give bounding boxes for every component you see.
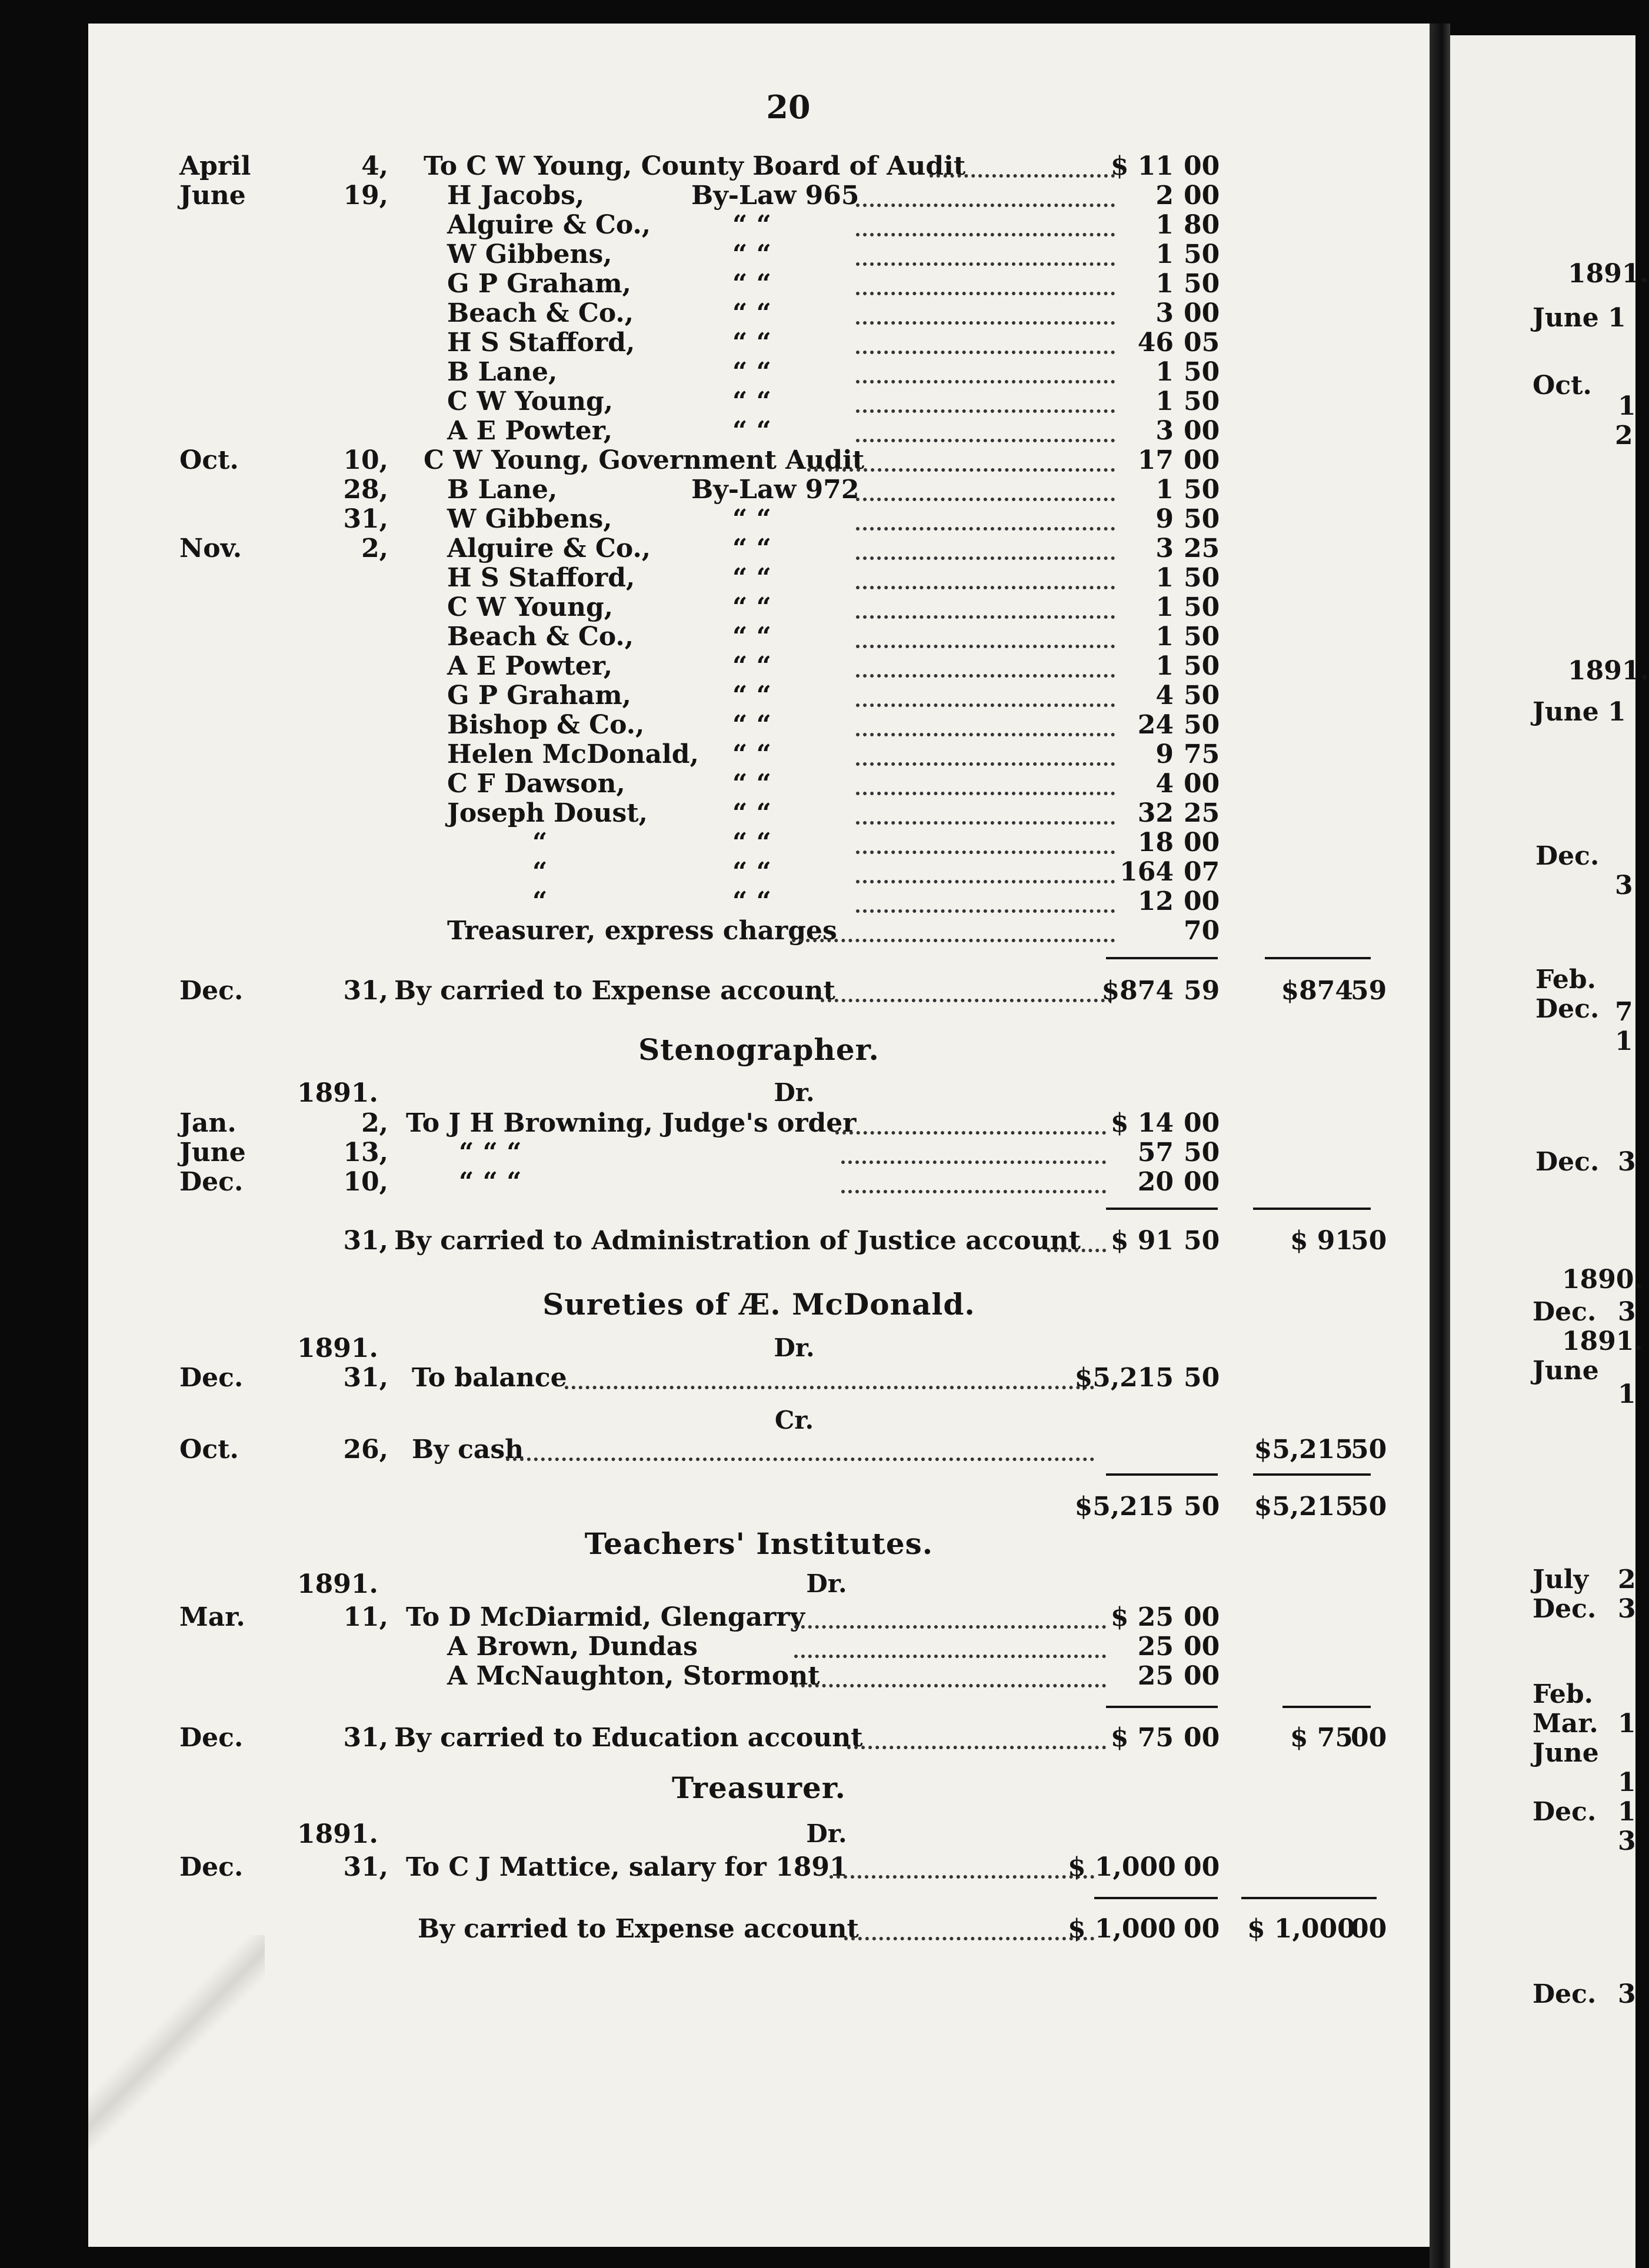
entry-day: 2, bbox=[361, 1108, 388, 1138]
amount-cents: 50 bbox=[1184, 269, 1220, 299]
entry-description: Helen McDonald, bbox=[447, 739, 699, 769]
balance-dollars: $ 1,000 bbox=[1247, 1914, 1355, 1944]
treasurer-dr: Dr. bbox=[806, 1819, 847, 1848]
sureties-cr: Cr. bbox=[774, 1406, 814, 1435]
adjacent-page-fragment-text: 2 bbox=[1615, 421, 1633, 451]
entry-description: W Gibbens, bbox=[447, 239, 612, 269]
entry-reference: By-Law 965 bbox=[691, 181, 860, 211]
ledger-row bbox=[0, 563, 1635, 593]
amount-dollars: 17 bbox=[1137, 445, 1174, 475]
entry-description: “ bbox=[532, 828, 548, 858]
page-number: 20 bbox=[766, 88, 811, 126]
entry-description: C F Dawson, bbox=[447, 769, 625, 799]
amount-cents: 00 bbox=[1184, 1632, 1220, 1662]
ledger-row bbox=[0, 181, 1635, 211]
adjacent-page-fragment-text: June bbox=[1533, 1356, 1599, 1386]
amount-dollars: 12 bbox=[1137, 886, 1174, 916]
entry-month: Dec. bbox=[179, 1723, 244, 1753]
adjacent-page-fragment-text: 1 bbox=[1615, 1026, 1633, 1056]
adjacent-page-fragment-text: Dec. bbox=[1533, 1979, 1597, 2009]
total-rule bbox=[1106, 1473, 1218, 1476]
entry-day: 13, bbox=[343, 1138, 388, 1168]
entry-day: 2, bbox=[361, 533, 388, 563]
adjacent-page-fragment-text: 2 bbox=[1618, 1565, 1636, 1595]
ledger-row bbox=[0, 887, 1635, 916]
entry-description: C W Young, Government Audit bbox=[424, 445, 865, 475]
balance-dollars: $ 91 bbox=[1290, 1226, 1353, 1256]
entry-description: Bishop & Co., bbox=[447, 710, 645, 740]
entry-month: Jan. bbox=[179, 1108, 236, 1138]
entry-description: A E Powter, bbox=[447, 416, 613, 446]
entry-description: To C J Mattice, salary for 1891 bbox=[406, 1852, 848, 1882]
ledger-row bbox=[0, 1109, 1635, 1138]
entry-description: W Gibbens, bbox=[447, 504, 612, 534]
entry-description: C W Young, bbox=[447, 386, 614, 416]
ledger-row bbox=[0, 299, 1635, 328]
amount-dollars: 1 bbox=[1155, 651, 1174, 681]
total-cents: 50 bbox=[1184, 1226, 1220, 1256]
dot-leader bbox=[794, 1620, 1106, 1629]
entry-description: To balance bbox=[412, 1363, 567, 1393]
amount-dollars: 164 bbox=[1120, 857, 1174, 887]
amount-dollars: 18 bbox=[1137, 828, 1174, 858]
entry-reference: “ “ bbox=[732, 828, 771, 858]
dot-leader bbox=[506, 1453, 1094, 1461]
entry-day: 31, bbox=[343, 504, 388, 534]
teachers-heading: Teachers' Institutes. bbox=[584, 1526, 934, 1561]
adjacent-page-fragment-text: Dec. bbox=[1533, 1594, 1597, 1624]
amount-dollars: $ 11 bbox=[1110, 151, 1174, 181]
adjacent-page-fragment-text: 1890. bbox=[1562, 1265, 1643, 1295]
amount-cents: 25 bbox=[1184, 533, 1220, 563]
entry-reference: “ “ bbox=[732, 210, 771, 240]
entry-day: 19, bbox=[343, 181, 388, 211]
entry-description: Alguire & Co., bbox=[447, 210, 651, 240]
entry-description: Beach & Co., bbox=[447, 298, 634, 328]
ledger-row bbox=[0, 1168, 1635, 1197]
adjacent-page-fragment-text: Oct. bbox=[1533, 371, 1592, 401]
adjacent-page-fragment-text: June 1 bbox=[1533, 697, 1626, 727]
ledger-row bbox=[0, 1723, 1635, 1753]
entry-month: Dec. bbox=[179, 1167, 244, 1197]
entry-month: June bbox=[179, 181, 246, 211]
entry-description: By carried to Administration of Justice account bbox=[394, 1226, 1081, 1256]
entry-description: Treasurer, express charges bbox=[447, 916, 837, 946]
entry-reference: “ “ bbox=[732, 239, 771, 269]
ledger-row bbox=[0, 1138, 1635, 1168]
amount-cents: 50 bbox=[1184, 1138, 1220, 1168]
balance-cents: 00 bbox=[1351, 1723, 1387, 1753]
entry-day: 11, bbox=[343, 1602, 388, 1632]
entry-description: To C W Young, County Board of Audit bbox=[424, 151, 966, 181]
sureties-year: 1891. bbox=[297, 1333, 378, 1363]
adjacent-page-fragment-text: Mar. bbox=[1533, 1709, 1598, 1739]
adjacent-page-fragment-text: 1891. bbox=[1568, 259, 1649, 289]
amount-cents: 25 bbox=[1184, 798, 1220, 828]
amount-dollars: 9 bbox=[1155, 504, 1174, 534]
entry-description: By cash bbox=[412, 1435, 524, 1465]
entry-description: To D McDiarmid, Glengarry bbox=[406, 1602, 805, 1632]
total-rule bbox=[1106, 957, 1218, 959]
entry-description: To J H Browning, Judge's order bbox=[406, 1108, 857, 1138]
total-rule bbox=[1265, 957, 1371, 959]
entry-reference: “ “ bbox=[732, 416, 771, 446]
adjacent-page-fragment-text: 1891. bbox=[1568, 656, 1649, 686]
balance-cents: 50 bbox=[1351, 1492, 1387, 1522]
stenographer-dr: Dr. bbox=[774, 1078, 815, 1107]
amount-cents: 50 bbox=[1184, 563, 1220, 593]
total-dollars: $874 bbox=[1101, 976, 1174, 1006]
total-rule bbox=[1282, 1706, 1371, 1708]
entry-reference: “ “ bbox=[732, 739, 771, 769]
amount-cents: 50 bbox=[1184, 239, 1220, 269]
amount-cents: 07 bbox=[1184, 857, 1220, 887]
amount-dollars: $ 1,000 bbox=[1068, 1852, 1176, 1882]
entry-reference: “ “ bbox=[732, 710, 771, 740]
adjacent-page-fragment-text: Dec. bbox=[1533, 1797, 1597, 1827]
entry-day: 26, bbox=[343, 1435, 388, 1465]
adjacent-page-fragment-text: 3 bbox=[1618, 1826, 1636, 1856]
dot-leader bbox=[841, 1156, 1106, 1164]
balance-cents: 59 bbox=[1351, 976, 1387, 1006]
entry-month: April bbox=[179, 151, 251, 181]
stenographer-heading: Stenographer. bbox=[638, 1032, 880, 1067]
entry-month: June bbox=[179, 1138, 246, 1168]
ledger-row bbox=[0, 799, 1635, 828]
amount-cents: 50 bbox=[1184, 592, 1220, 622]
entry-description: “ “ “ bbox=[459, 1167, 522, 1197]
adjacent-page-fragment-text: 1 bbox=[1618, 1379, 1636, 1409]
dot-leader bbox=[792, 934, 1115, 942]
entry-description: G P Graham, bbox=[447, 681, 631, 711]
entry-reference: “ “ bbox=[732, 357, 771, 387]
amount-cents: 50 bbox=[1184, 386, 1220, 416]
entry-month: Dec. bbox=[179, 976, 244, 1006]
entry-description: “ bbox=[532, 857, 548, 887]
balance-cents: 50 bbox=[1351, 1435, 1387, 1465]
amount-dollars: 3 bbox=[1155, 298, 1174, 328]
amount-dollars: 1 bbox=[1155, 622, 1174, 652]
adjacent-page-fragment-text: 3 bbox=[1618, 1147, 1636, 1177]
amount-dollars: 2 bbox=[1155, 181, 1174, 211]
ledger-row bbox=[0, 505, 1635, 534]
ledger-row bbox=[0, 152, 1635, 181]
amount-dollars: 4 bbox=[1155, 681, 1174, 711]
total-cents: 00 bbox=[1184, 1914, 1220, 1944]
entry-description: G P Graham, bbox=[447, 269, 631, 299]
amount-cents: 00 bbox=[1184, 1602, 1220, 1632]
dot-leader bbox=[794, 1679, 1106, 1687]
entry-day: 31, bbox=[343, 1723, 388, 1753]
dot-leader bbox=[841, 1185, 1106, 1193]
ledger-row bbox=[0, 240, 1635, 269]
amount-dollars: 25 bbox=[1137, 1632, 1174, 1662]
entry-description: A Brown, Dundas bbox=[447, 1632, 698, 1662]
total-rule bbox=[1253, 1473, 1371, 1476]
ledger-row bbox=[0, 211, 1635, 240]
adjacent-page-fragment-text: June 1 bbox=[1533, 303, 1626, 333]
amount-cents: 50 bbox=[1184, 357, 1220, 387]
amount-cents: 00 bbox=[1184, 298, 1220, 328]
ledger-row bbox=[0, 475, 1635, 505]
entry-day: 31, bbox=[343, 1226, 388, 1256]
amount-cents: 00 bbox=[1184, 445, 1220, 475]
ledger-row bbox=[0, 769, 1635, 799]
entry-description: H S Stafford, bbox=[447, 563, 635, 593]
ledger-row bbox=[0, 1853, 1635, 1882]
entry-day: 4, bbox=[361, 151, 388, 181]
amount-cents: 80 bbox=[1184, 210, 1220, 240]
amount-cents: 50 bbox=[1184, 504, 1220, 534]
entry-reference: “ “ bbox=[732, 651, 771, 681]
dot-leader bbox=[565, 1381, 1094, 1389]
amount-cents: 50 bbox=[1184, 475, 1220, 505]
total-dollars: $ 75 bbox=[1110, 1723, 1174, 1753]
amount-cents: 00 bbox=[1184, 181, 1220, 211]
amount-dollars: 1 bbox=[1155, 563, 1174, 593]
entry-description: “ bbox=[532, 886, 548, 916]
teachers-dr: Dr. bbox=[806, 1569, 847, 1598]
adjacent-page-fragment-text: 1 bbox=[1618, 1767, 1636, 1797]
adjacent-page-fragment-text: Dec. bbox=[1535, 994, 1600, 1024]
total-dollars: $ 1,000 bbox=[1068, 1914, 1176, 1944]
amount-cents: 00 bbox=[1184, 886, 1220, 916]
total-cents: 00 bbox=[1184, 1723, 1220, 1753]
adjacent-page-fragment-text: Dec. bbox=[1535, 841, 1600, 871]
adjacent-page-fragment-text: 7 bbox=[1615, 997, 1633, 1027]
adjacent-page-fragment-text: 3 bbox=[1618, 1297, 1636, 1327]
dot-leader bbox=[847, 1741, 1106, 1749]
ledger-row bbox=[0, 1603, 1635, 1632]
ledger-row bbox=[0, 328, 1635, 358]
amount-cents: 00 bbox=[1184, 1661, 1220, 1691]
adjacent-page-fragment-text: Dec. bbox=[1533, 1297, 1597, 1327]
amount-cents: 50 bbox=[1184, 681, 1220, 711]
entry-description: Joseph Doust, bbox=[447, 798, 648, 828]
entry-day: 28, bbox=[343, 475, 388, 505]
sureties-heading: Sureties of Æ. McDonald. bbox=[542, 1287, 975, 1322]
amount-cents: 00 bbox=[1184, 1167, 1220, 1197]
balance-dollars: $874 bbox=[1281, 976, 1353, 1006]
ledger-row bbox=[0, 358, 1635, 387]
amount-cents: 00 bbox=[1184, 416, 1220, 446]
entry-reference: “ “ bbox=[732, 504, 771, 534]
adjacent-page-fragment-text: 1 bbox=[1618, 1797, 1636, 1827]
entry-description: H S Stafford, bbox=[447, 328, 635, 358]
adjacent-page-fragment-text: 3 bbox=[1618, 1979, 1636, 2009]
ledger-row bbox=[0, 534, 1635, 563]
entry-description: Beach & Co., bbox=[447, 622, 634, 652]
entry-description: By carried to Education account bbox=[394, 1723, 863, 1753]
amount-cents: 50 bbox=[1184, 710, 1220, 740]
entry-reference: “ “ bbox=[732, 269, 771, 299]
entry-description: B Lane, bbox=[447, 475, 558, 505]
teachers-year: 1891. bbox=[297, 1569, 378, 1599]
amount-dollars: 46 bbox=[1137, 328, 1174, 358]
total-dollars: $5,215 bbox=[1074, 1492, 1174, 1522]
ledger-row bbox=[0, 976, 1635, 1006]
total-rule bbox=[1094, 1897, 1218, 1899]
entry-reference: “ “ bbox=[732, 798, 771, 828]
dot-leader bbox=[844, 1932, 1094, 1940]
entry-reference: “ “ bbox=[732, 769, 771, 799]
entry-month: Dec. bbox=[179, 1852, 244, 1882]
balance-cents: 00 bbox=[1351, 1914, 1387, 1944]
entry-month: Nov. bbox=[179, 533, 242, 563]
amount-cents: 00 bbox=[1184, 769, 1220, 799]
amount-dollars: 1 bbox=[1155, 239, 1174, 269]
total-cents: 50 bbox=[1184, 1492, 1220, 1522]
amount-dollars: 24 bbox=[1137, 710, 1174, 740]
adjacent-page-fragment-text: Feb. bbox=[1535, 965, 1596, 995]
entry-day: 31, bbox=[343, 976, 388, 1006]
entry-description: By carried to Expense account bbox=[394, 976, 835, 1006]
amount-cents: 00 bbox=[1184, 1852, 1220, 1882]
entry-month: Oct. bbox=[179, 445, 239, 475]
amount-dollars: 1 bbox=[1155, 592, 1174, 622]
adjacent-page-fragment-text: 3 bbox=[1615, 870, 1633, 900]
amount-dollars: 32 bbox=[1137, 798, 1174, 828]
amount-dollars: 1 bbox=[1155, 210, 1174, 240]
treasurer-year: 1891. bbox=[297, 1819, 378, 1849]
ledger-row bbox=[0, 711, 1635, 740]
amount-cents: 70 bbox=[1184, 916, 1220, 946]
entry-reference: “ “ bbox=[732, 328, 771, 358]
ledger-row bbox=[0, 446, 1635, 475]
ledger-row bbox=[0, 916, 1635, 946]
ledger-row bbox=[0, 622, 1635, 652]
entry-reference: “ “ bbox=[732, 386, 771, 416]
entry-description: “ “ “ bbox=[459, 1138, 522, 1168]
ledger-row bbox=[0, 1632, 1635, 1662]
amount-cents: 50 bbox=[1184, 622, 1220, 652]
total-rule bbox=[1106, 1706, 1218, 1708]
ledger-row bbox=[0, 1363, 1635, 1393]
amount-dollars: 1 bbox=[1155, 357, 1174, 387]
dot-leader bbox=[830, 1870, 1094, 1879]
amount-dollars: 57 bbox=[1137, 1138, 1174, 1168]
amount-dollars: 20 bbox=[1137, 1167, 1174, 1197]
entry-reference: “ “ bbox=[732, 298, 771, 328]
amount-dollars: $5,215 bbox=[1074, 1363, 1174, 1393]
entry-day: 31, bbox=[343, 1363, 388, 1393]
adjacent-page-fragment-text: 1 bbox=[1618, 1709, 1636, 1739]
ledger-row bbox=[0, 1492, 1635, 1522]
amount-cents: 00 bbox=[1184, 1108, 1220, 1138]
amount-dollars: 1 bbox=[1155, 269, 1174, 299]
adjacent-page-fragment-text: 1 bbox=[1618, 391, 1636, 421]
entry-reference: By-Law 972 bbox=[691, 475, 860, 505]
entry-month: Oct. bbox=[179, 1435, 239, 1465]
ledger-row bbox=[0, 828, 1635, 858]
ledger-row bbox=[0, 1662, 1635, 1691]
ledger-row bbox=[0, 1915, 1635, 1944]
entry-description: By carried to Expense account bbox=[418, 1914, 859, 1944]
amount-dollars: 1 bbox=[1155, 386, 1174, 416]
amount-cents: 00 bbox=[1184, 151, 1220, 181]
ledger-row bbox=[0, 858, 1635, 887]
entry-reference: “ “ bbox=[732, 681, 771, 711]
entry-day: 10, bbox=[343, 445, 388, 475]
ledger-row bbox=[0, 1226, 1635, 1256]
adjacent-page-fragment-text: June bbox=[1533, 1738, 1599, 1768]
sureties-dr: Dr. bbox=[774, 1333, 815, 1362]
stenographer-year: 1891. bbox=[297, 1078, 378, 1108]
entry-reference: “ “ bbox=[732, 886, 771, 916]
amount-cents: 75 bbox=[1184, 739, 1220, 769]
entry-day: 31, bbox=[343, 1852, 388, 1882]
amount-dollars: $ 25 bbox=[1110, 1602, 1174, 1632]
entry-day: 10, bbox=[343, 1167, 388, 1197]
amount-cents: 50 bbox=[1184, 651, 1220, 681]
entry-description: B Lane, bbox=[447, 357, 558, 387]
treasurer-heading: Treasurer. bbox=[672, 1770, 846, 1805]
amount-cents: 50 bbox=[1184, 1363, 1220, 1393]
amount-dollars: 3 bbox=[1155, 533, 1174, 563]
amount-dollars: 3 bbox=[1155, 416, 1174, 446]
balance-dollars: $5,215 bbox=[1254, 1492, 1353, 1522]
amount-dollars: 4 bbox=[1155, 769, 1174, 799]
entry-description: Alguire & Co., bbox=[447, 533, 651, 563]
entry-description: A E Powter, bbox=[447, 651, 613, 681]
balance-dollars: $ 75 bbox=[1290, 1723, 1353, 1753]
ledger-row bbox=[0, 593, 1635, 622]
total-cents: 59 bbox=[1184, 976, 1220, 1006]
amount-dollars: $ 14 bbox=[1110, 1108, 1174, 1138]
dot-leader bbox=[835, 1126, 1106, 1135]
adjacent-page-fragment-text: Feb. bbox=[1533, 1679, 1593, 1709]
amount-dollars: 1 bbox=[1155, 475, 1174, 505]
balance-cents: 50 bbox=[1351, 1226, 1387, 1256]
entry-reference: “ “ bbox=[732, 622, 771, 652]
ledger-row bbox=[0, 269, 1635, 299]
ledger-row bbox=[0, 387, 1635, 416]
entry-month: Dec. bbox=[179, 1363, 244, 1393]
adjacent-page-fragment-text: 1891. bbox=[1562, 1326, 1643, 1356]
entry-reference: “ “ bbox=[732, 857, 771, 887]
entry-month: Mar. bbox=[179, 1602, 245, 1632]
entry-reference: “ “ bbox=[732, 592, 771, 622]
ledger-row bbox=[0, 681, 1635, 711]
total-rule bbox=[1241, 1897, 1377, 1899]
adjacent-page-fragment-text: Dec. bbox=[1535, 1147, 1600, 1177]
adjacent-page-fragment-text: 3 bbox=[1618, 1594, 1636, 1624]
ledger-row bbox=[0, 416, 1635, 446]
total-dollars: $ 91 bbox=[1110, 1226, 1174, 1256]
entry-reference: “ “ bbox=[732, 563, 771, 593]
total-rule bbox=[1253, 1208, 1371, 1210]
entry-reference: “ “ bbox=[732, 533, 771, 563]
ledger-row bbox=[0, 740, 1635, 769]
balance-dollars: $5,215 bbox=[1254, 1435, 1353, 1465]
total-rule bbox=[1106, 1208, 1218, 1210]
entry-description: A McNaughton, Stormont bbox=[447, 1661, 820, 1691]
ledger-row bbox=[0, 652, 1635, 681]
entry-description: C W Young, bbox=[447, 592, 614, 622]
adjacent-page-fragment-text: July bbox=[1533, 1565, 1589, 1595]
dot-leader bbox=[794, 1650, 1106, 1658]
amount-dollars: 9 bbox=[1155, 739, 1174, 769]
entry-description: H Jacobs, bbox=[447, 181, 585, 211]
amount-cents: 05 bbox=[1184, 328, 1220, 358]
amount-dollars: 25 bbox=[1137, 1661, 1174, 1691]
ledger-row bbox=[0, 1435, 1635, 1465]
amount-cents: 00 bbox=[1184, 828, 1220, 858]
folded-corner bbox=[88, 1935, 265, 2159]
